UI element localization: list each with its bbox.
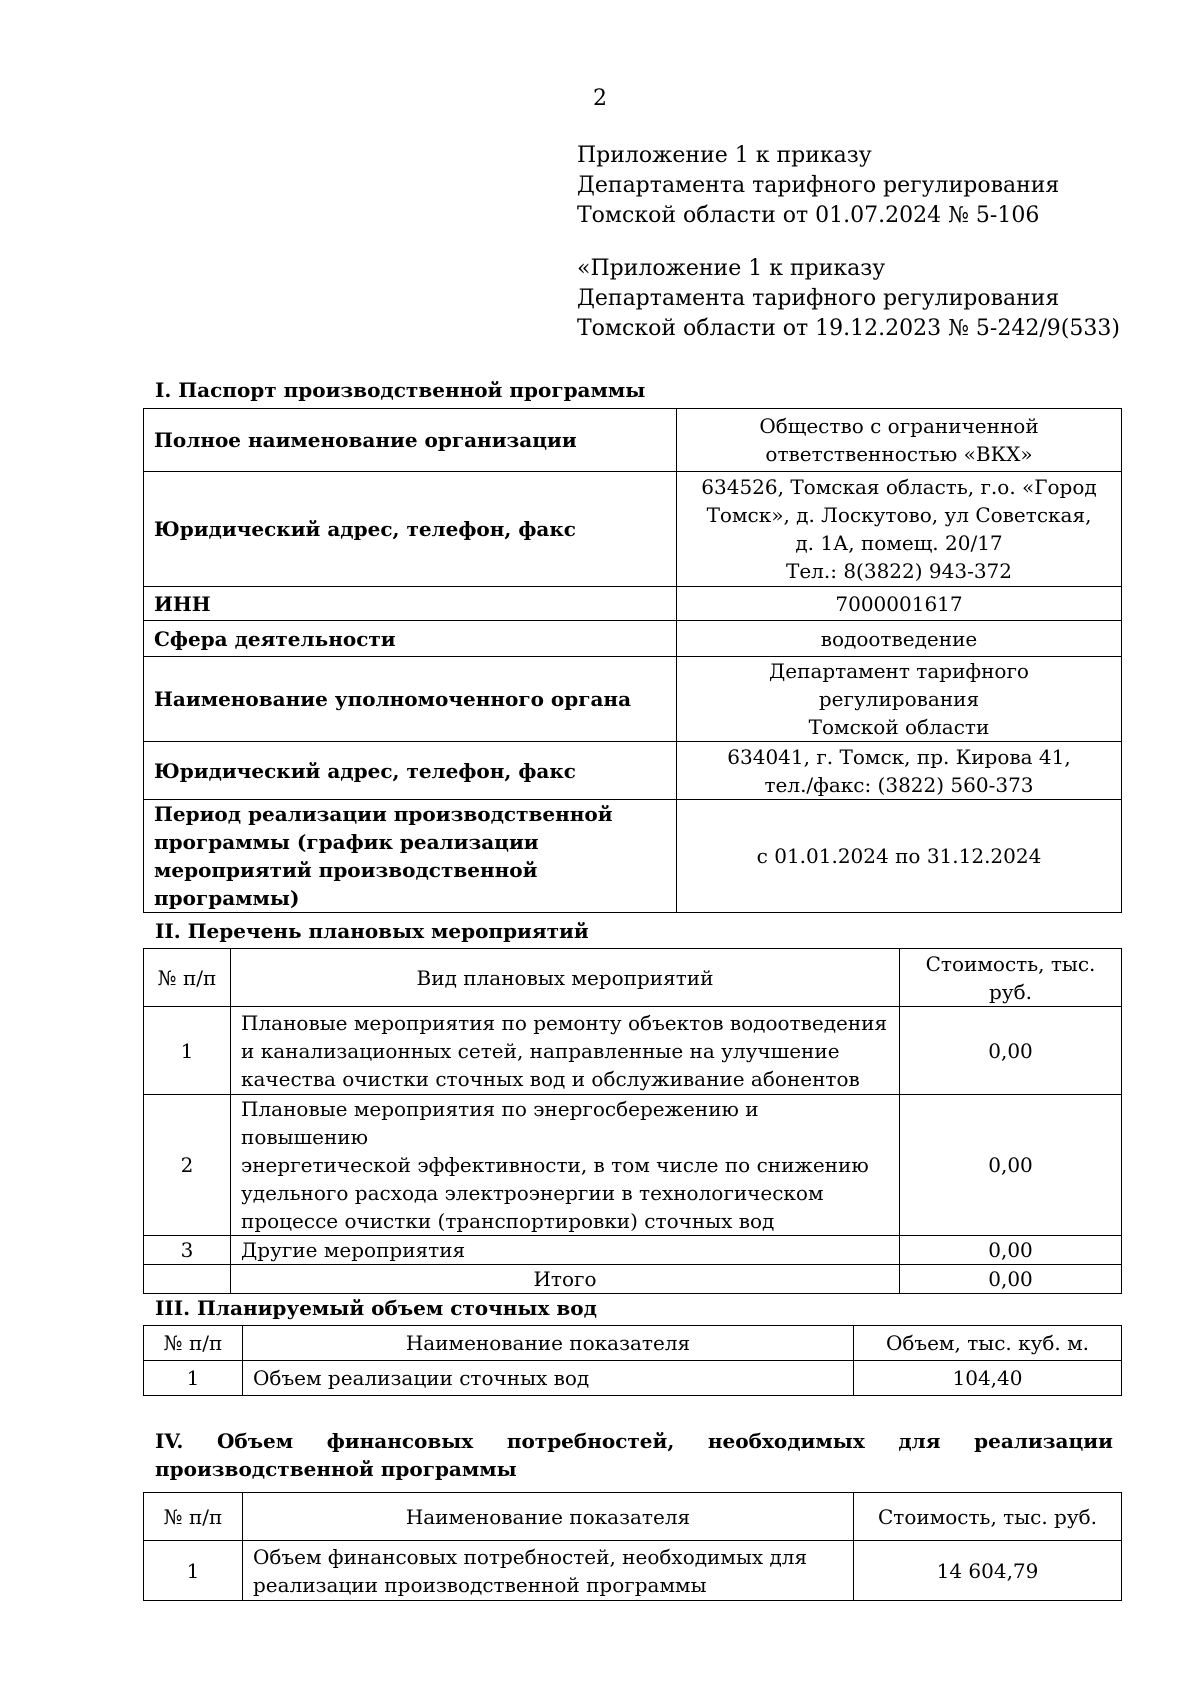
passport-label: Юридический адрес, телефон, факс [144, 472, 677, 587]
value-line: 7000001617 [835, 591, 963, 616]
header-line: руб. [989, 979, 1032, 1004]
table-header-row [144, 949, 1122, 1007]
row-num: 3 [144, 1236, 231, 1265]
table-row [144, 1007, 1122, 1095]
label-line: Период реализации производственной [154, 802, 613, 826]
indicator-value: 104,40 [854, 1361, 1122, 1396]
title-line: производственной программы [155, 1457, 517, 1481]
table-header-row [144, 1326, 1122, 1361]
table-row [144, 657, 1122, 742]
total-cost: 0,00 [900, 1265, 1122, 1294]
name-line: процессе очистки (транспортировки) сточных вод [241, 1209, 775, 1233]
column-header-name: Наименование показателя [243, 1326, 854, 1361]
value-line: 634041, г. Томск, пр. Кирова 41, [727, 744, 1071, 769]
total-empty-cell [144, 1265, 231, 1294]
row-num: 2 [144, 1095, 231, 1236]
name-line: качества очистки сточных вод и обслуживание абонентов [241, 1066, 860, 1091]
column-header-num: № п/п [144, 1493, 243, 1541]
name-line: Плановые мероприятия по ремонту объектов водоотведения [241, 1010, 888, 1035]
measure-cost: 0,00 [900, 1007, 1122, 1095]
title-word: потребностей, [506, 1429, 675, 1453]
column-header-value: Объем, тыс. куб. м. [854, 1326, 1122, 1361]
label-line: программы (график реализации [154, 830, 539, 854]
section1-title: I. Паспорт производственной программы [155, 378, 646, 402]
table-row [144, 1541, 1122, 1601]
passport-label: Наименование уполномоченного органа [144, 657, 677, 742]
value-line: ответственностью «ВКХ» [765, 442, 1033, 466]
row-num: 1 [144, 1007, 231, 1095]
table-row [144, 1095, 1122, 1236]
measure-name: Другие мероприятия [231, 1236, 900, 1265]
passport-label: Юридический адрес, телефон, факс [144, 742, 677, 800]
column-header-name: Наименование показателя [243, 1493, 854, 1541]
value-line: Тел.: 8(3822) 943-372 [785, 559, 1013, 583]
passport-value [677, 800, 1122, 913]
title-word: финансовых [326, 1429, 474, 1453]
table-row [144, 409, 1122, 472]
passport-value [677, 742, 1122, 800]
label-line: мероприятий производственной программы) [154, 858, 538, 910]
name-line: реализации производственной программы [253, 1572, 707, 1597]
title-word: Объем [216, 1429, 294, 1453]
title-word: необходимых [707, 1429, 865, 1453]
column-header-num: № п/п [144, 949, 231, 1007]
appendix-line: Томской области от 19.12.2023 № 5-242/9(533) [577, 316, 1120, 341]
value-line: Томск», д. Лоскутово, ул Советская, [706, 503, 1092, 527]
name-line: и канализационных сетей, направленные на улучшение [241, 1038, 840, 1063]
passport-label: ИНН [144, 587, 677, 621]
appendix-previous-reference [577, 254, 1120, 344]
name-line: энергетической эффективности, в том числе по снижению [241, 1153, 869, 1177]
section4-title [155, 1427, 1113, 1483]
total-label: Итого [231, 1265, 900, 1294]
table-total-row [144, 1265, 1122, 1294]
table-row [144, 587, 1122, 621]
table-row [144, 742, 1122, 800]
value-line: тел./факс: (3822) 560-373 [764, 772, 1034, 797]
column-header-name: Вид плановых мероприятий [231, 949, 900, 1007]
appendix-line: Департамента тарифного регулирования [577, 173, 1060, 198]
title-word: реализации [974, 1429, 1113, 1453]
indicator-name [243, 1541, 854, 1601]
column-header-num: № п/п [144, 1326, 243, 1361]
page-number: 2 [593, 86, 607, 111]
value-line: д. 1А, помещ. 20/17 [795, 531, 1003, 555]
financial-needs-table [143, 1492, 1122, 1601]
passport-table [143, 408, 1122, 913]
section3-title: III. Планируемый объем сточных вод [155, 1296, 597, 1320]
passport-label [144, 800, 677, 913]
indicator-name: Объем реализации сточных вод [243, 1361, 854, 1396]
section2-title: II. Перечень плановых мероприятий [155, 919, 589, 943]
passport-value [677, 409, 1122, 472]
column-header-cost [900, 949, 1122, 1007]
indicator-value: 14 604,79 [854, 1541, 1122, 1601]
name-line: Плановые мероприятия по энергосбережению и повышению [241, 1097, 759, 1149]
measure-name [231, 1007, 900, 1095]
passport-value [677, 587, 1122, 621]
table-header-row [144, 1493, 1122, 1541]
value-line: Общество с ограниченной [759, 414, 1039, 438]
appendix-line: Томской области от 01.07.2024 № 5-106 [577, 203, 1040, 228]
value-line: Департамент тарифного регулирования [769, 659, 1029, 711]
appendix-line: Приложение 1 к приказу [577, 143, 872, 168]
passport-label: Сфера деятельности [144, 621, 677, 657]
row-num: 1 [144, 1541, 243, 1601]
passport-value [677, 472, 1122, 587]
value-line: с 01.01.2024 по 31.12.2024 [756, 844, 1042, 868]
table-row [144, 800, 1122, 913]
table-row [144, 1361, 1122, 1396]
passport-value [677, 657, 1122, 742]
value-line: водоотведение [820, 626, 978, 651]
table-row [144, 1236, 1122, 1265]
wastewater-volume-table [143, 1325, 1122, 1396]
title-word: для [898, 1429, 941, 1453]
appendix-current-reference [577, 141, 1059, 231]
appendix-line: Департамента тарифного регулирования [577, 286, 1060, 311]
table-row [144, 472, 1122, 587]
name-line: Объем финансовых потребностей, необходимых для [253, 1544, 808, 1569]
title-word: IV. [155, 1429, 184, 1453]
table-row [144, 621, 1122, 657]
value-line: 634526, Томская область, г.о. «Город [701, 475, 1097, 499]
column-header-value: Стоимость, тыс. руб. [854, 1493, 1122, 1541]
measure-cost: 0,00 [900, 1095, 1122, 1236]
passport-value [677, 621, 1122, 657]
value-line: Томской области [808, 715, 990, 739]
passport-label: Полное наименование организации [144, 409, 677, 472]
header-line: Стоимость, тыс. [925, 951, 1096, 976]
name-line: удельного расхода электроэнергии в технологическом [241, 1181, 824, 1205]
appendix-line: «Приложение 1 к приказу [577, 256, 886, 281]
measure-cost: 0,00 [900, 1236, 1122, 1265]
measure-name [231, 1095, 900, 1236]
row-num: 1 [144, 1361, 243, 1396]
planned-measures-table [143, 948, 1122, 1294]
